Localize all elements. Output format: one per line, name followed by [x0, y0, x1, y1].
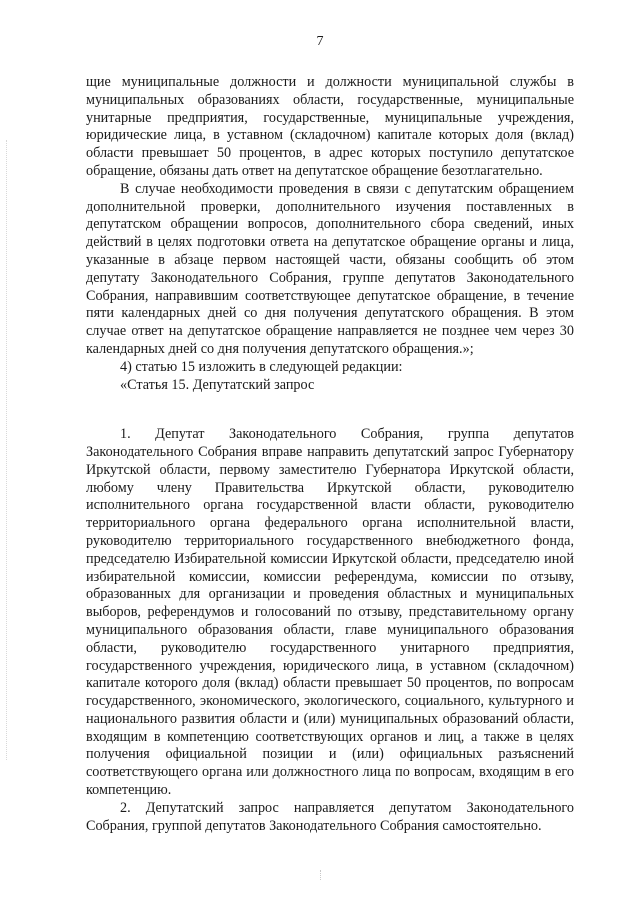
scan-edge-artifact — [6, 140, 8, 760]
article-15-part-2: 2. Депутатский запрос направляется депутатом Законодательного Собрания, группой депутатов Законодательного Собрания самостоятельно. — [86, 799, 574, 834]
page-number: 7 — [316, 34, 324, 49]
paragraph-continuation: щие муниципальные должности и должности муниципальной службы в муниципальных образованиях области, государственные, муниципальные унитарные предприятия, государственные, муниципальные учреждения, юридические лица, в уставном (складочном) капитале которых доля (вклад) области превышает 50 процентов, в адрес которых поступило депутатское обращение, обязаны дать ответ на депутатское обращение безотлагательно. — [86, 74, 574, 179]
document-body — [86, 74, 574, 835]
scan-dot-artifact — [320, 870, 322, 880]
blank-line — [86, 412, 574, 426]
paragraph-amendment-item-4: 4) статью 15 изложить в следующей редакции: — [120, 358, 403, 375]
paragraph-additional-check: В случае необходимости проведения в связи с депутатским обращением дополнительной проверки, дополнительного изучения поставленных в депутатском обращении вопросов, дополнительного сбора сведений, иных действий в целях подготовки ответа на депутатское обращение органы и лица, указанные в абзаце первом настоящей части, обязаны сообщить об этом депутату Законодательного Собрания, группе депутатов Законодательного Собрания, направившим соответствующее депутатское обращение, в течение пяти календарных дней со дня получения депутатского обращения. В этом случае ответ на депутатское обращение направляется не позднее чем через 30 календарных дней со дня получения депутатского обращения.»; — [86, 180, 574, 357]
article-15-part-1: 1. Депутат Законодательного Собрания, группа депутатов Законодательного Собрания вправе направить депутатский запрос Губернатору Иркутской области, первому заместителю Губернатора Иркутской области, любому члену Правительства Иркутской области, руководителю исполнительного органа государственной власти области, руководителю территориального органа федерального органа исполнительной власти, руководителю территориального государственного внебюджетного фонда, председателю Избирательной комиссии Иркутской области, председателю иной избирательной комиссии, комиссии референдума, комиссии по отзыву, образованных для организации и проведения областных и муниципальных выборов, референдумов и голосований по отзыву, представительному органу муниципального образования области, главе муниципального образования области, руководителю государственного унитарного предприятия, государственного учреждения, юридического лица, в уставном (складочном) капитале которого доля (вклад) области превышает 50 процентов, по вопросам государственного, экономического, экологического, социального, культурного и национального развития области и (или) муниципальных образований области, входящим в компетенцию соответствующих органов и лиц, а также в целях получения официальной позиции и (или) официальных разъяснений соответствующего органа или должностного лица по вопросам, входящим в его компетенцию. — [86, 426, 574, 799]
article-15-heading: «Статья 15. Депутатский запрос — [120, 376, 315, 393]
